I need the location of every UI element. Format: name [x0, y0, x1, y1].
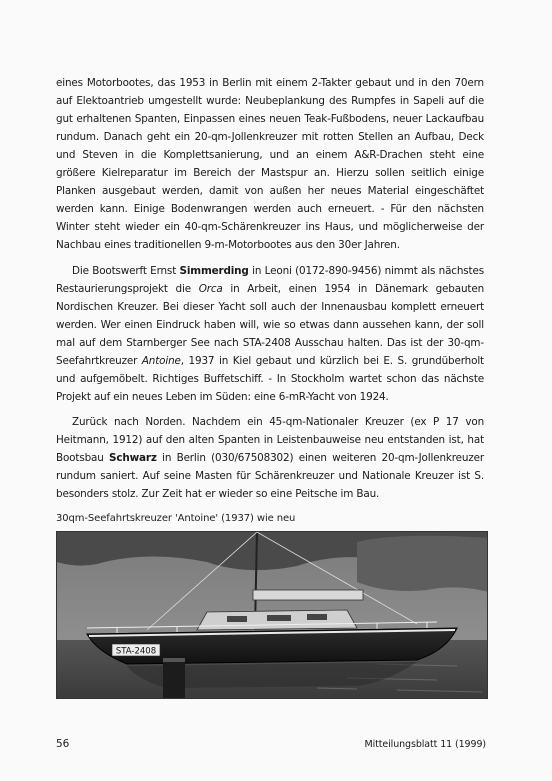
shipyard-name-schwarz: Schwarz: [109, 452, 157, 464]
paragraph-2-text-c: in Arbeit, einen 1954 in Dänemark gebauten Nordischen Kreuzer. Bei dieser Yacht soll auch der Innenausbau komplett erneuert werden. Wer einen Eindruck haben will, wie so etwas dann aussehen kann, der soll mal auf dem Starnberger See nach STA-2408 Ausschau halten. Das ist der 30-qm-Seefahrtkreuzer: [56, 283, 484, 367]
paragraph-2: [56, 262, 484, 406]
hull-number: STA-2408: [115, 646, 157, 657]
publication-title: Mitteilungsblatt 11 (1999): [364, 739, 486, 750]
paragraph-3: [56, 413, 484, 503]
sailboat-photo: [56, 531, 488, 699]
boat-name-antoine: Antoine: [141, 355, 181, 367]
photo-caption: 30qm-Seefahrtskreuzer 'Antoine' (1937) wie neu: [56, 513, 296, 524]
paragraph-2-text-d: , 1937 in Kiel gebaut und kürzlich bei E. S. grundüberholt und aufgemöbelt. Richtiges Buffetschiff. - In Stockholm wartet schon das nächste Projekt auf ein neues Leben im Süden: eine 6-mR-Yacht von 1924.: [56, 355, 484, 403]
paragraph-2-text-a: Die Bootswerft Ernst: [72, 265, 180, 277]
paragraph-1: [56, 74, 484, 254]
paragraph-1-text: eines Motorbootes, das 1953 in Berlin mit einem 2-Takter gebaut und in den 70ern auf Elektoantrieb umgestellt wurde: Neubeplankung des Rumpfes in Sapeli auf die gut erhaltenen Spanten, Einpassen eines neuen Teak-Fußbodens, neuer Lackaufbau rundum. Danach geht ein 20-qm-Jollenkreuzer mit rotten Stellen an Aufbau, Deck und Steven in die Komplettsanierung, und an einem A&R-Drachen steht eine größere Kielreparatur im Bereich der Mastspur an. Hierzu sollen seitlich einige Planken ausgebaut werden, damit von außen her neues Material eingeschäftet werden kann. Einige Bodenwrangen werden auch erneuert. - Für den nächsten Winter steht wieder ein 40-qm-Schärenkreuzer ins Haus, und möglicherweise der Nachbau eines traditionellen 9-m-Motorbootes aus den 30er Jahren.: [56, 77, 484, 251]
sailboat-illustration: [57, 532, 488, 699]
paragraph-2-text-b: in Leoni (0172-890-9456) nimmt als nächstes Restaurierungsprojekt die: [56, 265, 484, 295]
page-number: 56: [56, 738, 70, 750]
shipyard-name-simmerding: Simmerding: [179, 265, 249, 277]
boat-name-orca: Orca: [198, 283, 223, 295]
paragraph-3-text-b: in Berlin (030/67508302) einen weiteren 20-qm-Jollenkreuzer rundum saniert. Auf seine Masten für Schärenkreuzer und Nationale Kreuzer ist S. besonders stolz. Zur Zeit hat er wieder so eine Peitsche im Bau.: [56, 452, 484, 500]
paragraph-3-text-a: Zurück nach Norden. Nachdem ein 45-qm-Nationaler Kreuzer (ex P 17 von Heitmann, 1912) auf den alten Spanten in Leistenbauweise neu entstanden ist, hat Bootsbau: [56, 416, 484, 464]
